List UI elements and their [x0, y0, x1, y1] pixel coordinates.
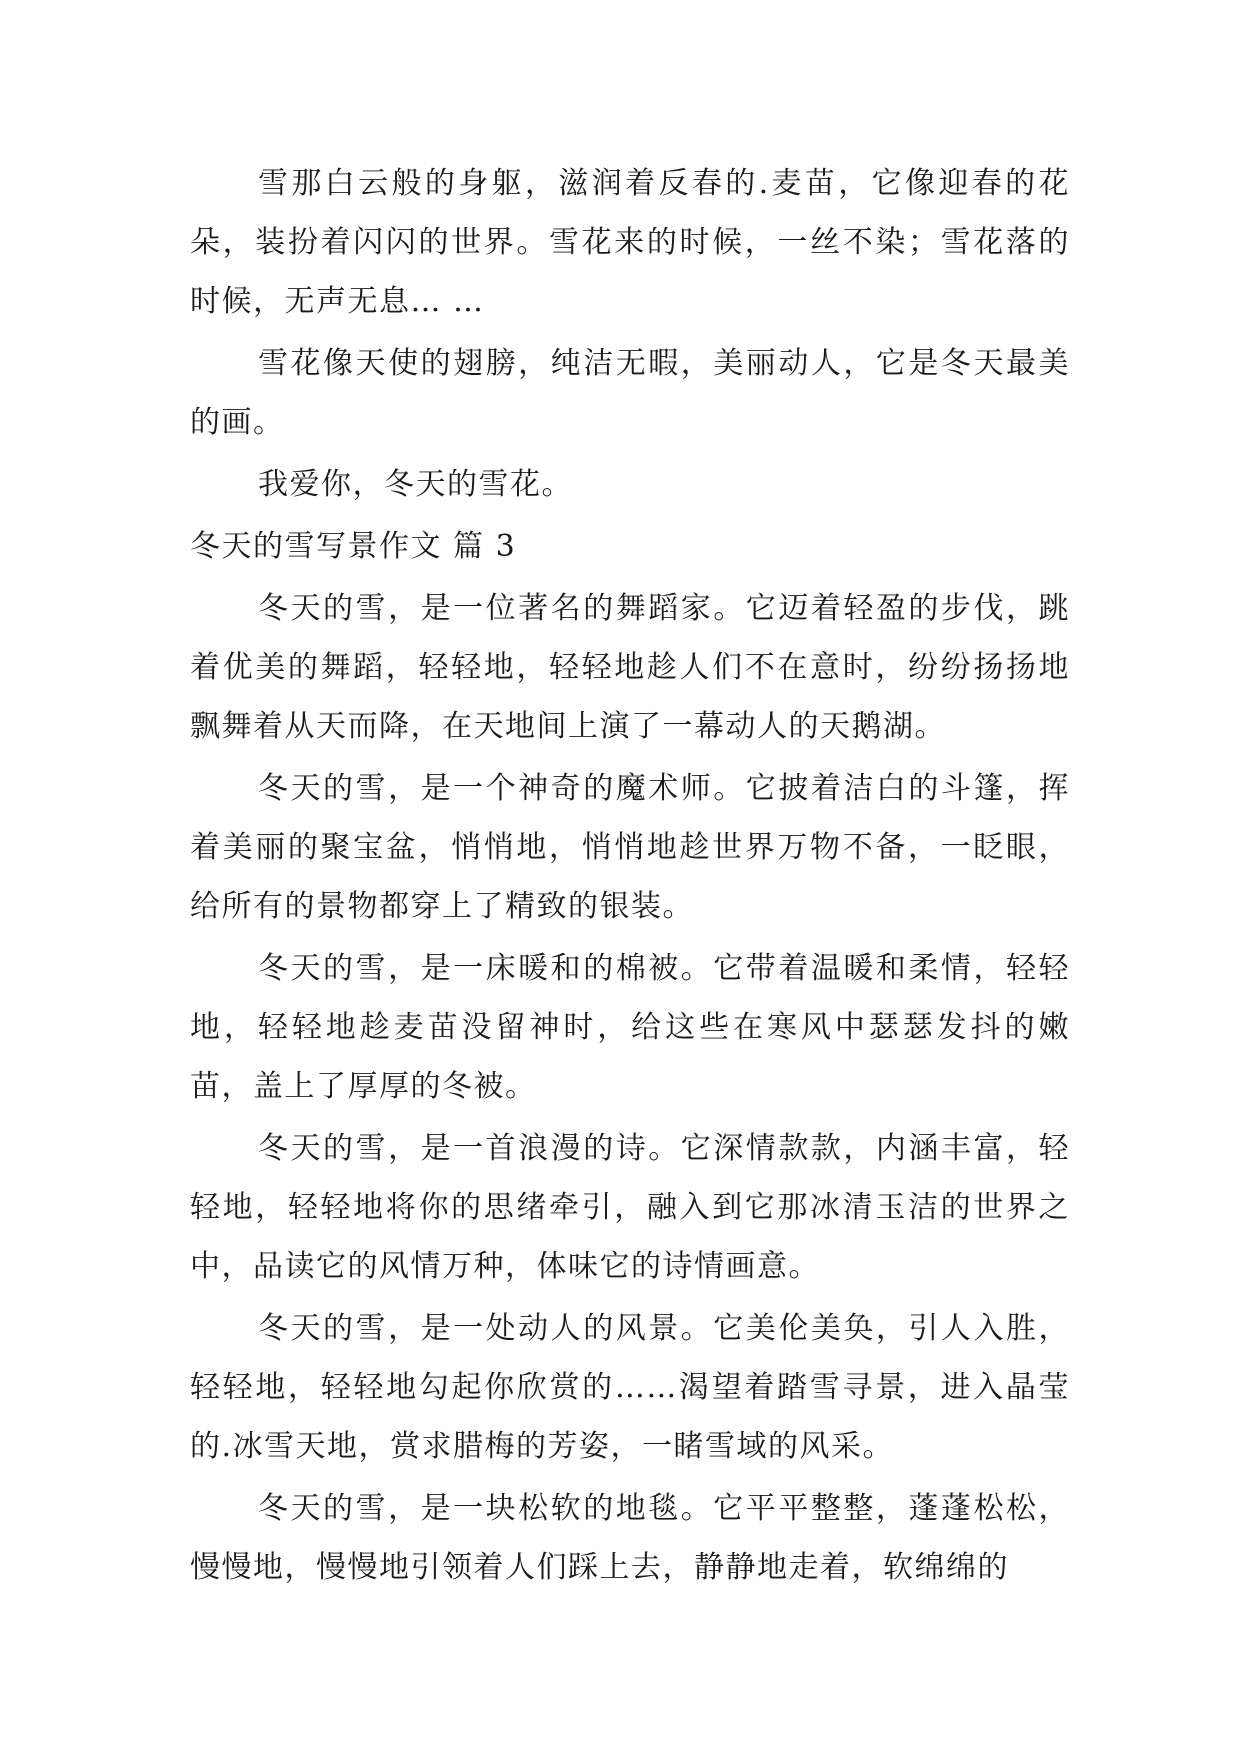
paragraph: 冬天的雪，是一个神奇的魔术师。它披着洁白的斗篷，挥着美丽的聚宝盆，悄悄地，悄悄地趁世界万物不备，一眨眼，给所有的景物都穿上了精致的银装。 — [190, 771, 1070, 924]
paragraph: 冬天的雪，是一首浪漫的诗。它深情款款，内涵丰富，轻轻地，轻轻地将你的思绪牵引，融入到它那冰清玉洁的世界之中，品读它的风情万种，体味它的诗情画意。 — [190, 1131, 1070, 1284]
document-body — [190, 154, 1070, 1600]
section-heading: 冬天的雪写景作文 篇 3 — [190, 529, 517, 564]
paragraph: 雪那白云般的身躯，滋润着反春的.麦苗，它像迎春的花朵，装扮着闪闪的世界。雪花来的时候，一丝不染；雪花落的时候，无声无息… … — [190, 166, 1070, 319]
paragraph: 冬天的雪，是一位著名的舞蹈家。它迈着轻盈的步伐，跳着优美的舞蹈，轻轻地，轻轻地趁人们不在意时，纷纷扬扬地飘舞着从天而降，在天地间上演了一幕动人的天鹅湖。 — [190, 591, 1070, 744]
paragraph: 雪花像天使的翅膀，纯洁无暇，美丽动人，它是冬天最美的画。 — [190, 346, 1070, 440]
paragraph: 冬天的雪，是一床暖和的棉被。它带着温暖和柔情，轻轻地，轻轻地趁麦苗没留神时，给这些在寒风中瑟瑟发抖的嫩苗，盖上了厚厚的冬被。 — [190, 951, 1070, 1104]
paragraph: 冬天的雪，是一处动人的风景。它美伦美奂，引人入胜，轻轻地，轻轻地勾起你欣赏的……渴望着踏雪寻景，进入晶莹的.冰雪天地，赏求腊梅的芳姿，一睹雪域的风采。 — [190, 1311, 1070, 1464]
paragraph: 冬天的雪，是一块松软的地毯。它平平整整，蓬蓬松松，慢慢地，慢慢地引领着人们踩上去，静静地走着，软绵绵的 — [190, 1491, 1070, 1585]
paragraph: 我爱你，冬天的雪花。 — [258, 467, 573, 502]
